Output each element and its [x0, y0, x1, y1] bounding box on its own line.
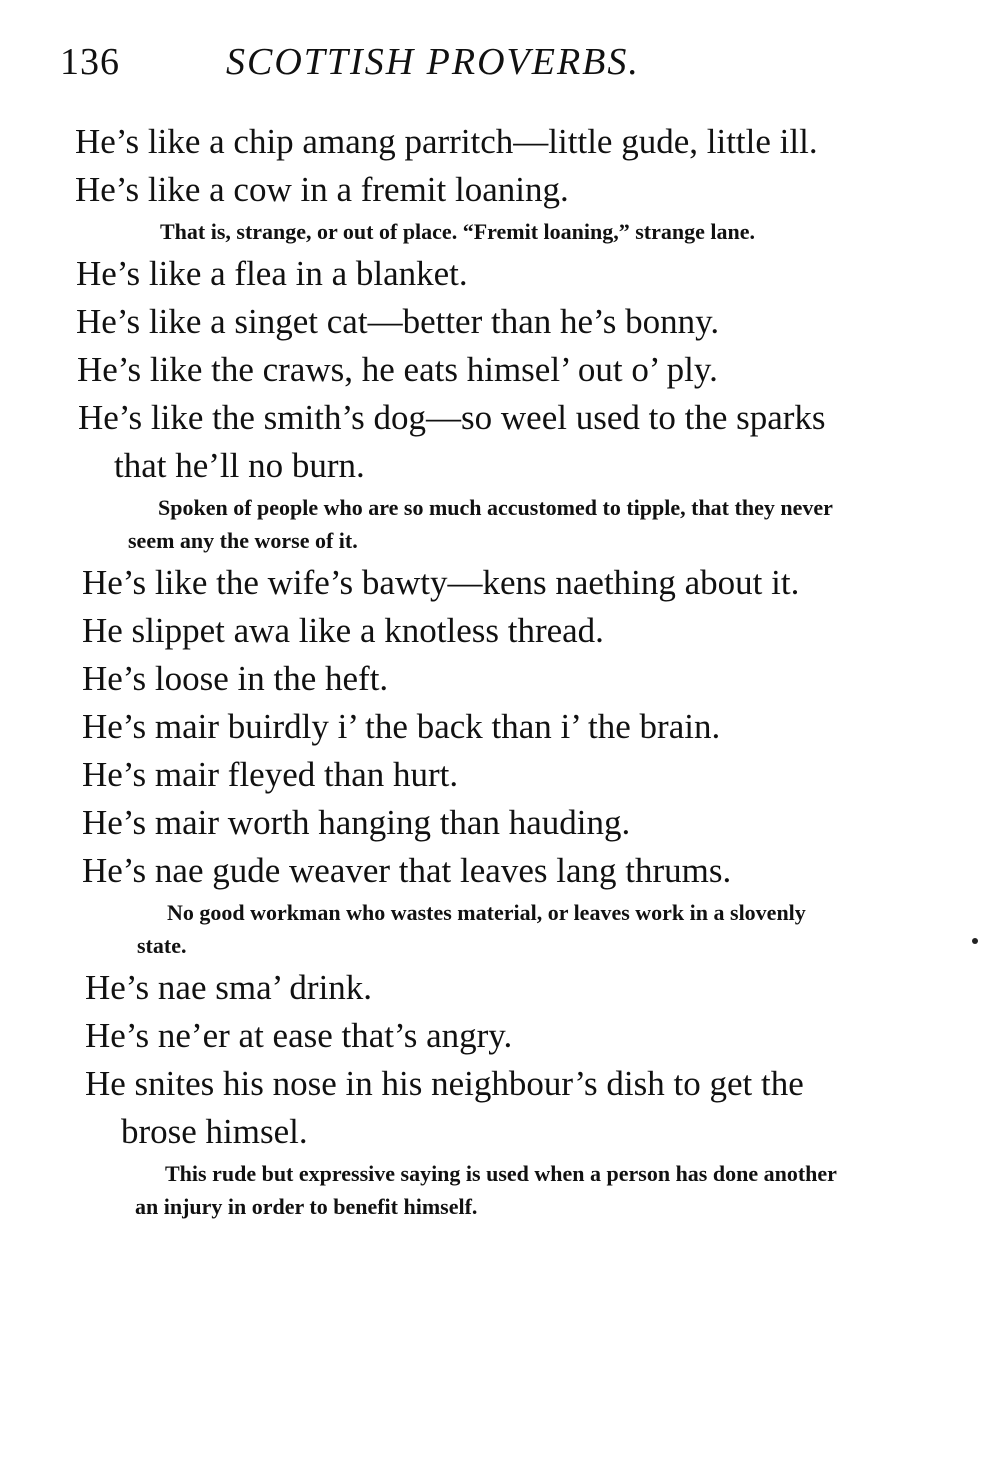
proverb-text: He’s ne’er at ease that’s angry.	[85, 1016, 513, 1055]
proverb-entry	[85, 1060, 860, 1223]
proverb-text: He snites his nose in his neighbour’s dish to get the brose himsel.	[85, 1064, 804, 1151]
proverb-note: This rude but expressive saying is used when a person has done another an injury in order to benefit himself.	[135, 1161, 837, 1219]
proverb-text: He’s like a cow in a fremit loaning.	[75, 170, 569, 209]
proverb-entry	[85, 1012, 860, 1060]
proverb-text: He’s like a chip amang parritch—little gude, little ill.	[75, 122, 818, 161]
proverb-text: He’s like a flea in a blanket.	[76, 254, 468, 293]
proverb-entry	[76, 250, 860, 298]
proverb-text: He slippet awa like a knotless thread.	[82, 611, 604, 650]
proverb-note: That is, strange, or out of place. “Fremit loaning,” strange lane.	[160, 219, 755, 244]
proverb-entry	[82, 847, 860, 962]
proverb-entry	[82, 655, 860, 703]
proverb-text: He’s like the craws, he eats himsel’ out o’ ply.	[77, 350, 718, 389]
proverb-entry	[82, 799, 860, 847]
proverb-text: He’s mair worth hanging than hauding.	[82, 803, 631, 842]
proverb-entry	[77, 346, 860, 394]
proverb-entry	[75, 166, 860, 248]
proverb-entry	[78, 394, 860, 557]
proverb-text: He’s nae sma’ drink.	[85, 968, 373, 1007]
proverb-text: He’s nae gude weaver that leaves lang thrums.	[82, 851, 732, 890]
proverb-text: He’s like a singet cat—better than he’s bonny.	[76, 302, 720, 341]
proverb-text: He’s like the smith’s dog—so weel used to the sparks that he’ll no burn.	[78, 398, 826, 485]
proverb-entry	[82, 559, 860, 607]
proverb-entry	[85, 964, 860, 1012]
proverb-entry	[76, 298, 860, 346]
running-title: SCOTTISH PROVERBS.	[226, 41, 640, 83]
proverb-text: He’s loose in the heft.	[82, 659, 389, 698]
proverb-text: He’s mair buirdly i’ the back than i’ the brain.	[82, 707, 721, 746]
proverb-entry	[82, 607, 860, 655]
proverb-entry	[82, 703, 860, 751]
proverb-note: No good workman who wastes material, or leaves work in a slovenly state.	[137, 900, 806, 958]
page-header	[60, 40, 760, 90]
proverb-entry	[75, 118, 860, 166]
proverb-text: He’s like the wife’s bawty—kens naething about it.	[82, 563, 800, 602]
page-number: 136	[60, 41, 120, 83]
proverb-note: Spoken of people who are so much accustomed to tipple, that they never seem any the worse of it.	[128, 495, 833, 553]
proverb-list	[0, 118, 1000, 1225]
print-speck	[972, 938, 978, 944]
proverb-entry	[82, 751, 860, 799]
proverb-text: He’s mair fleyed than hurt.	[82, 755, 459, 794]
